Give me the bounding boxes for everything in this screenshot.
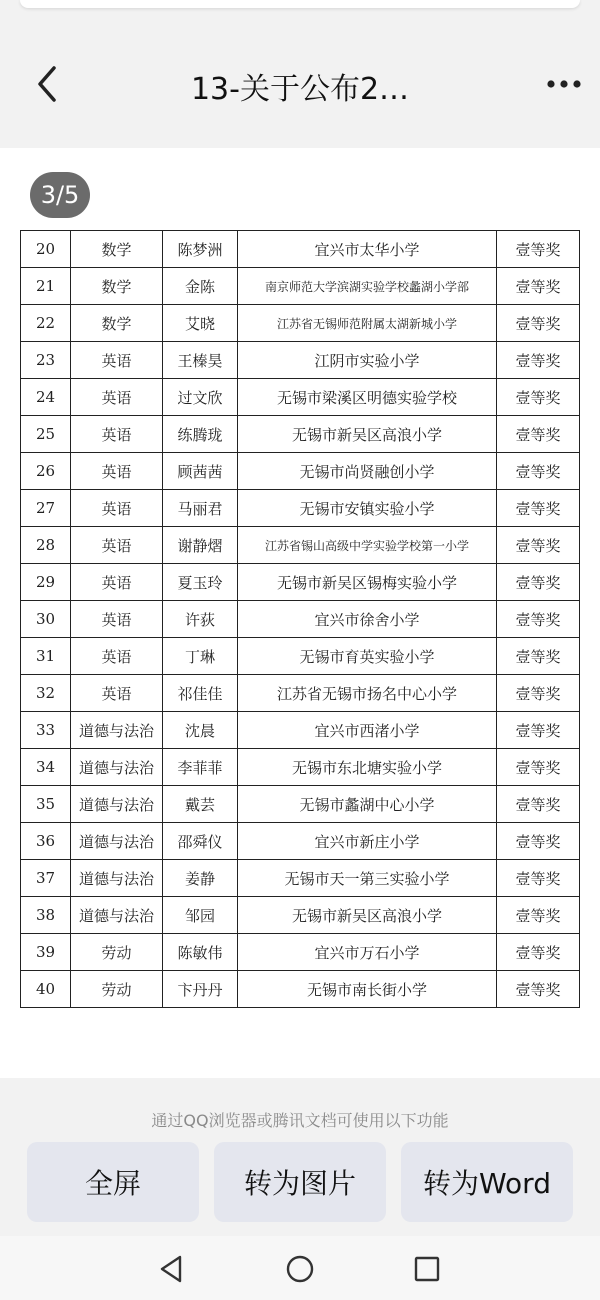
row-number: 21 <box>21 268 71 305</box>
subject-cell: 劳动 <box>71 971 163 1008</box>
teacher-name-cell: 过文欣 <box>163 379 238 416</box>
feature-hint: 通过QQ浏览器或腾讯文档可使用以下功能 <box>151 1111 449 1130</box>
subject-cell: 数学 <box>71 305 163 342</box>
table-row <box>21 453 580 490</box>
convert-to-word-button[interactable]: 转为Word <box>401 1142 573 1222</box>
row-number: 25 <box>21 416 71 453</box>
table-row <box>21 749 580 786</box>
table-row <box>21 416 580 453</box>
school-cell: 无锡市安镇实验小学 <box>238 490 497 527</box>
row-number: 35 <box>21 786 71 823</box>
school-cell: 无锡市新吴区高浪小学 <box>238 416 497 453</box>
row-number: 24 <box>21 379 71 416</box>
award-level-cell: 壹等奖 <box>497 527 580 564</box>
row-number: 31 <box>21 638 71 675</box>
teacher-name-cell: 练腾珑 <box>163 416 238 453</box>
subject-cell: 英语 <box>71 379 163 416</box>
school-cell: 无锡市蠡湖中心小学 <box>238 786 497 823</box>
teacher-name-cell: 李菲菲 <box>163 749 238 786</box>
row-number: 22 <box>21 305 71 342</box>
subject-cell: 道德与法治 <box>71 823 163 860</box>
award-table <box>20 230 580 1008</box>
table-row <box>21 638 580 675</box>
subject-cell: 数学 <box>71 268 163 305</box>
row-number: 40 <box>21 971 71 1008</box>
back-arrow-icon[interactable] <box>30 62 66 106</box>
teacher-name-cell: 顾茜茜 <box>163 453 238 490</box>
table-row <box>21 268 580 305</box>
row-number: 20 <box>21 231 71 268</box>
teacher-name-cell: 邵舜仪 <box>163 823 238 860</box>
subject-cell: 道德与法治 <box>71 712 163 749</box>
award-level-cell: 壹等奖 <box>497 231 580 268</box>
award-level-cell: 壹等奖 <box>497 823 580 860</box>
subject-cell: 道德与法治 <box>71 786 163 823</box>
fullscreen-button[interactable]: 全屏 <box>27 1142 199 1222</box>
school-cell: 宜兴市万石小学 <box>238 934 497 971</box>
school-cell: 无锡市新吴区高浪小学 <box>238 897 497 934</box>
teacher-name-cell: 谢静熠 <box>163 527 238 564</box>
award-level-cell: 壹等奖 <box>497 305 580 342</box>
school-cell: 南京师范大学滨湖实验学校蠡湖小学部 <box>238 268 497 305</box>
award-level-cell: 壹等奖 <box>497 934 580 971</box>
subject-cell: 英语 <box>71 527 163 564</box>
row-number: 32 <box>21 675 71 712</box>
top-bar <box>0 40 600 130</box>
table-row <box>21 527 580 564</box>
subject-cell: 英语 <box>71 453 163 490</box>
subject-cell: 数学 <box>71 231 163 268</box>
table-row <box>21 231 580 268</box>
teacher-name-cell: 邹园 <box>163 897 238 934</box>
teacher-name-cell: 戴芸 <box>163 786 238 823</box>
teacher-name-cell: 马丽君 <box>163 490 238 527</box>
teacher-name-cell: 祁佳佳 <box>163 675 238 712</box>
school-cell: 无锡市新吴区锡梅实验小学 <box>238 564 497 601</box>
row-number: 37 <box>21 860 71 897</box>
row-number: 30 <box>21 601 71 638</box>
more-options-icon[interactable] <box>546 78 582 90</box>
subject-cell: 劳动 <box>71 934 163 971</box>
award-level-cell: 壹等奖 <box>497 675 580 712</box>
table-row <box>21 490 580 527</box>
subject-cell: 英语 <box>71 675 163 712</box>
award-level-cell: 壹等奖 <box>497 601 580 638</box>
award-level-cell: 壹等奖 <box>497 971 580 1008</box>
table-row <box>21 823 580 860</box>
row-number: 29 <box>21 564 71 601</box>
row-number: 38 <box>21 897 71 934</box>
award-level-cell: 壹等奖 <box>497 416 580 453</box>
system-nav-bar <box>0 1236 600 1300</box>
school-cell: 宜兴市新庄小学 <box>238 823 497 860</box>
row-number: 23 <box>21 342 71 379</box>
award-level-cell: 壹等奖 <box>497 342 580 379</box>
school-cell: 无锡市南长街小学 <box>238 971 497 1008</box>
teacher-name-cell: 金陈 <box>163 268 238 305</box>
award-level-cell: 壹等奖 <box>497 453 580 490</box>
school-cell: 无锡市东北塘实验小学 <box>238 749 497 786</box>
row-number: 36 <box>21 823 71 860</box>
row-number: 39 <box>21 934 71 971</box>
subject-cell: 道德与法治 <box>71 749 163 786</box>
teacher-name-cell: 艾晓 <box>163 305 238 342</box>
row-number: 33 <box>21 712 71 749</box>
row-number: 28 <box>21 527 71 564</box>
top-card-edge <box>20 0 580 8</box>
table-row <box>21 342 580 379</box>
table-row <box>21 601 580 638</box>
school-cell: 无锡市梁溪区明德实验学校 <box>238 379 497 416</box>
subject-cell: 道德与法治 <box>71 897 163 934</box>
award-level-cell: 壹等奖 <box>497 712 580 749</box>
teacher-name-cell: 王榛昊 <box>163 342 238 379</box>
subject-cell: 英语 <box>71 564 163 601</box>
teacher-name-cell: 卞丹丹 <box>163 971 238 1008</box>
teacher-name-cell: 许荻 <box>163 601 238 638</box>
nav-home-icon[interactable] <box>283 1252 317 1286</box>
table-row <box>21 897 580 934</box>
award-level-cell: 壹等奖 <box>497 860 580 897</box>
award-level-cell: 壹等奖 <box>497 379 580 416</box>
teacher-name-cell: 夏玉玲 <box>163 564 238 601</box>
table-row <box>21 379 580 416</box>
teacher-name-cell: 陈敏伟 <box>163 934 238 971</box>
row-number: 26 <box>21 453 71 490</box>
subject-cell: 英语 <box>71 638 163 675</box>
award-level-cell: 壹等奖 <box>497 638 580 675</box>
table-row <box>21 786 580 823</box>
school-cell: 无锡市尚贤融创小学 <box>238 453 497 490</box>
nav-back-icon[interactable] <box>155 1252 189 1286</box>
subject-cell: 英语 <box>71 342 163 379</box>
table-row <box>21 971 580 1008</box>
subject-cell: 英语 <box>71 601 163 638</box>
table-row <box>21 712 580 749</box>
school-cell: 江苏省无锡师范附属太湖新城小学 <box>238 305 497 342</box>
award-level-cell: 壹等奖 <box>497 749 580 786</box>
subject-cell: 道德与法治 <box>71 860 163 897</box>
nav-recents-icon[interactable] <box>410 1252 444 1286</box>
teacher-name-cell: 丁琳 <box>163 638 238 675</box>
document-title: 13-关于公布2… <box>190 72 410 107</box>
subject-cell: 英语 <box>71 416 163 453</box>
school-cell: 宜兴市太华小学 <box>238 231 497 268</box>
page-indicator: 3/5 <box>30 172 90 218</box>
school-cell: 江阴市实验小学 <box>238 342 497 379</box>
convert-to-image-button[interactable]: 转为图片 <box>214 1142 386 1222</box>
school-cell: 宜兴市徐舍小学 <box>238 601 497 638</box>
teacher-name-cell: 陈梦洲 <box>163 231 238 268</box>
school-cell: 无锡市天一第三实验小学 <box>238 860 497 897</box>
subject-cell: 英语 <box>71 490 163 527</box>
row-number: 27 <box>21 490 71 527</box>
table-row <box>21 675 580 712</box>
school-cell: 宜兴市西渚小学 <box>238 712 497 749</box>
row-number: 34 <box>21 749 71 786</box>
award-level-cell: 壹等奖 <box>497 268 580 305</box>
award-level-cell: 壹等奖 <box>497 786 580 823</box>
teacher-name-cell: 沈晨 <box>163 712 238 749</box>
table-row <box>21 860 580 897</box>
table-row <box>21 305 580 342</box>
award-level-cell: 壹等奖 <box>497 897 580 934</box>
award-level-cell: 壹等奖 <box>497 564 580 601</box>
school-cell: 江苏省无锡市扬名中心小学 <box>238 675 497 712</box>
school-cell: 无锡市育英实验小学 <box>238 638 497 675</box>
teacher-name-cell: 姜静 <box>163 860 238 897</box>
table-row <box>21 564 580 601</box>
table-row <box>21 934 580 971</box>
school-cell: 江苏省锡山高级中学实验学校第一小学 <box>238 527 497 564</box>
award-level-cell: 壹等奖 <box>497 490 580 527</box>
